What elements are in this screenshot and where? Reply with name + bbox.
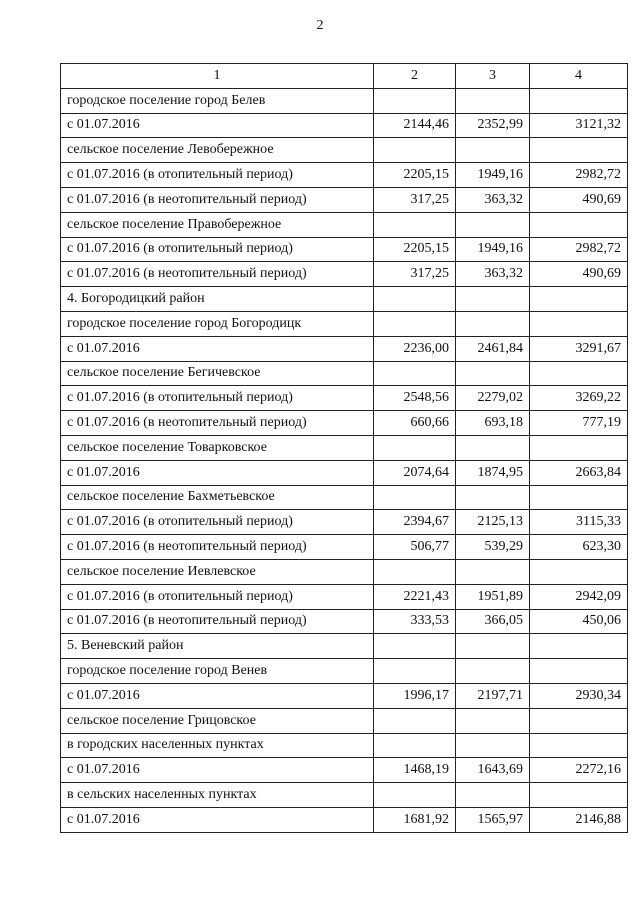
value-cell-col4: 777,19 [530, 411, 628, 436]
row-label-cell: с 01.07.2016 (в отопительный период) [61, 163, 374, 188]
column-header-4: 4 [530, 64, 628, 89]
value-cell-col4 [530, 783, 628, 808]
value-cell-col2 [374, 361, 456, 386]
value-cell-col3: 1874,95 [456, 460, 530, 485]
table-row [61, 733, 628, 758]
value-cell-col4: 2942,09 [530, 584, 628, 609]
row-label-cell: с 01.07.2016 (в отопительный период) [61, 510, 374, 535]
value-cell-col3 [456, 783, 530, 808]
value-cell-col3 [456, 287, 530, 312]
value-cell-col3 [456, 435, 530, 460]
row-label-cell: сельское поселение Иевлевское [61, 559, 374, 584]
value-cell-col3: 2352,99 [456, 113, 530, 138]
value-cell-col2: 2236,00 [374, 336, 456, 361]
column-header-3: 3 [456, 64, 530, 89]
row-label-cell: в сельских населенных пунктах [61, 783, 374, 808]
row-label-cell: с 01.07.2016 (в отопительный период) [61, 237, 374, 262]
table-row [61, 435, 628, 460]
value-cell-col2: 2548,56 [374, 386, 456, 411]
table-row [61, 807, 628, 832]
value-cell-col2 [374, 634, 456, 659]
table-row [61, 237, 628, 262]
value-cell-col2 [374, 138, 456, 163]
row-label-cell: с 01.07.2016 [61, 807, 374, 832]
row-label-cell: сельское поселение Товарковское [61, 435, 374, 460]
table-row [61, 113, 628, 138]
row-label-cell: с 01.07.2016 (в неотопительный период) [61, 609, 374, 634]
value-cell-col3 [456, 311, 530, 336]
column-header-2: 2 [374, 64, 456, 89]
value-cell-col3: 363,32 [456, 262, 530, 287]
value-cell-col3: 1949,16 [456, 163, 530, 188]
value-cell-col2: 2144,46 [374, 113, 456, 138]
value-cell-col3: 2125,13 [456, 510, 530, 535]
value-cell-col2 [374, 659, 456, 684]
value-cell-col3: 693,18 [456, 411, 530, 436]
value-cell-col4 [530, 311, 628, 336]
value-cell-col4 [530, 361, 628, 386]
value-cell-col3 [456, 212, 530, 237]
row-label-cell: сельское поселение Правобережное [61, 212, 374, 237]
table-row [61, 758, 628, 783]
row-label-cell: 5. Веневский район [61, 634, 374, 659]
row-label-cell: сельское поселение Бегичевское [61, 361, 374, 386]
value-cell-col4 [530, 659, 628, 684]
table-row [61, 212, 628, 237]
value-cell-col4: 2663,84 [530, 460, 628, 485]
value-cell-col2 [374, 559, 456, 584]
value-cell-col2: 2205,15 [374, 163, 456, 188]
value-cell-col2: 2394,67 [374, 510, 456, 535]
value-cell-col4: 2982,72 [530, 163, 628, 188]
value-cell-col3: 2279,02 [456, 386, 530, 411]
table-header-row [61, 64, 628, 89]
table-row [61, 311, 628, 336]
table-row [61, 88, 628, 113]
value-cell-col2: 317,25 [374, 187, 456, 212]
value-cell-col4 [530, 212, 628, 237]
row-label-cell: с 01.07.2016 [61, 113, 374, 138]
row-label-cell: с 01.07.2016 (в неотопительный период) [61, 411, 374, 436]
table-row [61, 559, 628, 584]
table-row [61, 609, 628, 634]
table-row [61, 634, 628, 659]
value-cell-col2 [374, 311, 456, 336]
table-row [61, 683, 628, 708]
tariff-table [60, 63, 628, 833]
value-cell-col2 [374, 88, 456, 113]
table-row [61, 659, 628, 684]
value-cell-col4: 450,06 [530, 609, 628, 634]
value-cell-col4: 490,69 [530, 262, 628, 287]
value-cell-col3: 2197,71 [456, 683, 530, 708]
value-cell-col2: 1996,17 [374, 683, 456, 708]
table-body [61, 88, 628, 832]
page-number: 2 [316, 18, 324, 33]
row-label-cell: с 01.07.2016 (в неотопительный период) [61, 187, 374, 212]
table-row [61, 336, 628, 361]
value-cell-col2: 317,25 [374, 262, 456, 287]
row-label-cell: с 01.07.2016 [61, 758, 374, 783]
value-cell-col3 [456, 138, 530, 163]
row-label-cell: с 01.07.2016 (в неотопительный период) [61, 535, 374, 560]
row-label-cell: с 01.07.2016 [61, 683, 374, 708]
value-cell-col4 [530, 708, 628, 733]
value-cell-col2 [374, 708, 456, 733]
value-cell-col2 [374, 435, 456, 460]
value-cell-col2 [374, 212, 456, 237]
value-cell-col4: 2272,16 [530, 758, 628, 783]
value-cell-col4 [530, 435, 628, 460]
value-cell-col4 [530, 485, 628, 510]
value-cell-col4: 3291,67 [530, 336, 628, 361]
value-cell-col3 [456, 659, 530, 684]
value-cell-col4: 2930,34 [530, 683, 628, 708]
value-cell-col3 [456, 559, 530, 584]
row-label-cell: городское поселение город Белев [61, 88, 374, 113]
value-cell-col3: 1951,89 [456, 584, 530, 609]
value-cell-col3: 539,29 [456, 535, 530, 560]
row-label-cell: 4. Богородицкий район [61, 287, 374, 312]
value-cell-col4 [530, 733, 628, 758]
table-row [61, 386, 628, 411]
table-row [61, 783, 628, 808]
row-label-cell: с 01.07.2016 (в отопительный период) [61, 386, 374, 411]
value-cell-col2 [374, 485, 456, 510]
value-cell-col3 [456, 88, 530, 113]
value-cell-col2 [374, 783, 456, 808]
value-cell-col3: 1643,69 [456, 758, 530, 783]
value-cell-col2: 333,53 [374, 609, 456, 634]
table-row [61, 535, 628, 560]
value-cell-col3 [456, 634, 530, 659]
value-cell-col3: 363,32 [456, 187, 530, 212]
value-cell-col4: 3115,33 [530, 510, 628, 535]
value-cell-col2 [374, 287, 456, 312]
value-cell-col3: 1949,16 [456, 237, 530, 262]
table-row [61, 163, 628, 188]
row-label-cell: в городских населенных пунктах [61, 733, 374, 758]
value-cell-col3 [456, 733, 530, 758]
column-header-1: 1 [61, 64, 374, 89]
row-label-cell: с 01.07.2016 [61, 460, 374, 485]
value-cell-col4 [530, 634, 628, 659]
value-cell-col3 [456, 485, 530, 510]
table-row [61, 411, 628, 436]
table-row [61, 708, 628, 733]
value-cell-col4 [530, 138, 628, 163]
value-cell-col3: 1565,97 [456, 807, 530, 832]
row-label-cell: сельское поселение Левобережное [61, 138, 374, 163]
row-label-cell: с 01.07.2016 [61, 336, 374, 361]
value-cell-col2: 2205,15 [374, 237, 456, 262]
table-row [61, 460, 628, 485]
row-label-cell: с 01.07.2016 (в неотопительный период) [61, 262, 374, 287]
value-cell-col4 [530, 287, 628, 312]
value-cell-col4 [530, 559, 628, 584]
value-cell-col2: 660,66 [374, 411, 456, 436]
value-cell-col4: 3269,22 [530, 386, 628, 411]
value-cell-col3 [456, 708, 530, 733]
row-label-cell: городское поселение город Венев [61, 659, 374, 684]
table-row [61, 138, 628, 163]
value-cell-col2: 506,77 [374, 535, 456, 560]
table-row [61, 262, 628, 287]
row-label-cell: сельское поселение Бахметьевское [61, 485, 374, 510]
table-row [61, 361, 628, 386]
row-label-cell: с 01.07.2016 (в отопительный период) [61, 584, 374, 609]
table-row [61, 187, 628, 212]
table-row [61, 287, 628, 312]
value-cell-col4: 623,30 [530, 535, 628, 560]
value-cell-col2: 1681,92 [374, 807, 456, 832]
value-cell-col2 [374, 733, 456, 758]
value-cell-col3 [456, 361, 530, 386]
value-cell-col3: 2461,84 [456, 336, 530, 361]
value-cell-col2: 1468,19 [374, 758, 456, 783]
value-cell-col4: 2146,88 [530, 807, 628, 832]
row-label-cell: сельское поселение Грицовское [61, 708, 374, 733]
table-row [61, 584, 628, 609]
value-cell-col3: 366,05 [456, 609, 530, 634]
table-row [61, 510, 628, 535]
value-cell-col2: 2221,43 [374, 584, 456, 609]
value-cell-col4: 2982,72 [530, 237, 628, 262]
value-cell-col4 [530, 88, 628, 113]
value-cell-col2: 2074,64 [374, 460, 456, 485]
value-cell-col4: 3121,32 [530, 113, 628, 138]
row-label-cell: городское поселение город Богородицк [61, 311, 374, 336]
table-row [61, 485, 628, 510]
value-cell-col4: 490,69 [530, 187, 628, 212]
